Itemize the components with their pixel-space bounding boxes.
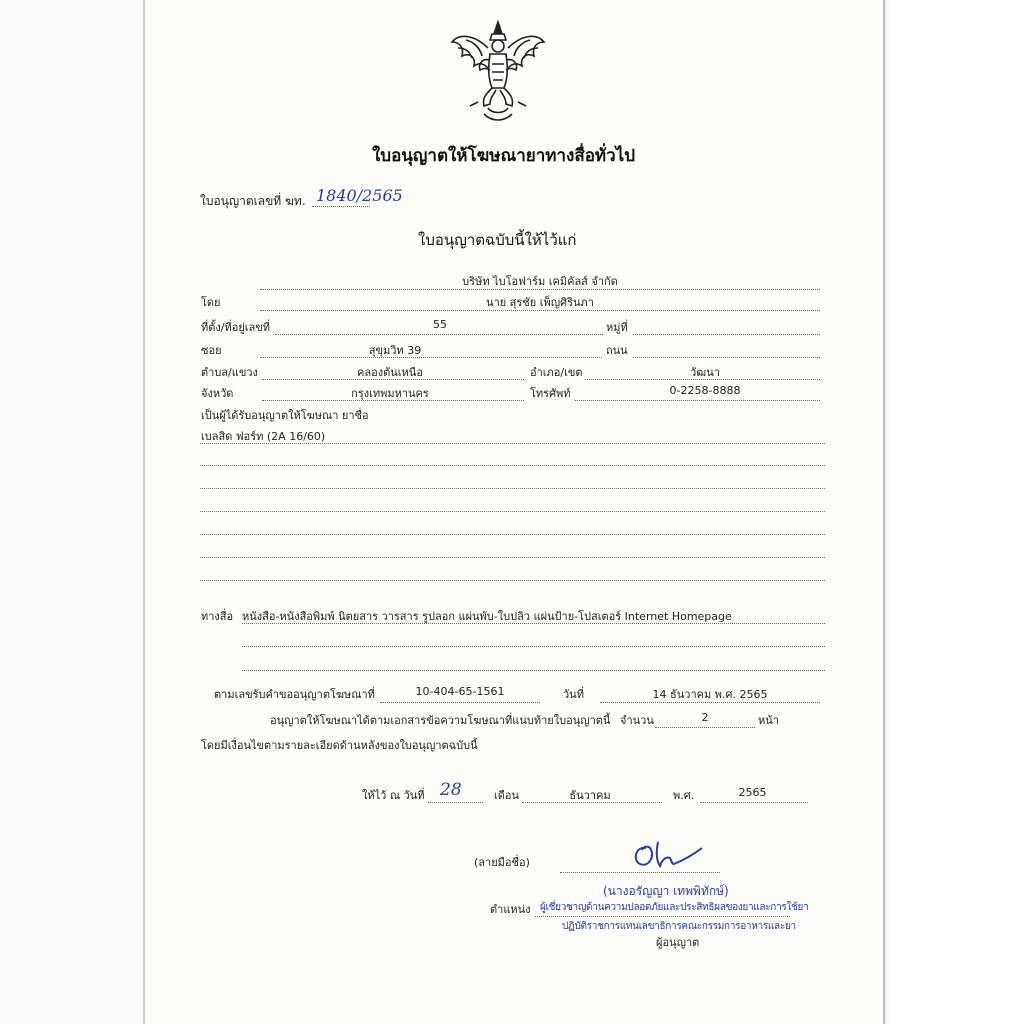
company-line [260, 289, 820, 290]
issued-month: ธันวาคม [569, 789, 611, 802]
subdistrict-value: คลองตันเหนือ [357, 366, 423, 379]
soi-line [260, 357, 602, 358]
permit-number-value: 1840/2565 [316, 186, 403, 205]
road-label: ถนน [606, 344, 628, 357]
drug-line-4 [200, 511, 825, 512]
position-line-2: ปฏิบัติราชการแทนเลขาธิการคณะกรรมการอาหารและยา [562, 921, 796, 932]
drug-line-3 [200, 488, 825, 489]
province-value: กรุงเทพมหานคร [351, 387, 429, 400]
position-line-rule [535, 916, 790, 917]
province-label: จังหวัด [201, 387, 234, 400]
licensor-label: ผู้อนุญาต [656, 936, 700, 949]
scan-background [0, 0, 143, 1024]
position-label: ตำแหน่ง [490, 903, 531, 916]
pages-line [655, 727, 755, 728]
province-line [262, 400, 524, 401]
drug-line-6 [200, 557, 825, 558]
permit-number-label: ใบอนุญาตเลขที่ ฆท. [200, 194, 306, 208]
approval-statement: อนุญาตให้โฆษณาได้ตามเอกสารข้อความโฆษณาที่แนบท้ายใบอนุญาตนี้ [270, 714, 611, 727]
position-line-1: ผู้เชี่ยวชาญด้านความปลอดภัยและประสิทธิผลของยาและการใช้ยา [540, 902, 809, 913]
media-line-2 [242, 646, 825, 647]
permit-number-line [312, 206, 370, 207]
signer-name: (นางอรัญญา เทพพิทักษ์) [603, 884, 729, 898]
phone-label: โทรศัพท์ [530, 387, 571, 400]
request-date-value: 14 ธันวาคม พ.ศ. 2565 [652, 688, 768, 701]
pages-label: จำนวน [620, 714, 654, 727]
issued-label: ให้ไว้ ณ วันที่ [362, 789, 425, 802]
district-line [585, 379, 820, 380]
year-label: พ.ศ. [673, 789, 695, 802]
garuda-emblem-icon [448, 18, 548, 122]
by-line [260, 310, 820, 311]
drug-line-1 [200, 443, 825, 444]
conditions-statement: โดยมีเงื่อนไขตามรายละเอียดด้านหลังของใบอนุญาตฉบับนี้ [201, 739, 478, 752]
granted-to-heading: ใบอนุญาตฉบับนี้ให้ไว้แก่ [418, 231, 577, 249]
request-no-line [380, 702, 540, 703]
pages-unit: หน้า [758, 714, 779, 727]
month-label: เดือน [494, 789, 520, 802]
district-label: อำเภอ/เขต [530, 366, 583, 379]
phone-value: 0-2258-8888 [669, 384, 741, 397]
request-date-label: วันที่ [563, 688, 584, 701]
by-label: โดย [201, 296, 221, 309]
subdistrict-line [262, 379, 524, 380]
company-name: บริษัท ไบโอฟาร์ม เคมิคัลส์ จำกัด [462, 275, 618, 288]
by-value: นาย สุรชัย เพ็ญศิรินภา [486, 296, 594, 309]
handwritten-signature-icon [628, 838, 708, 876]
issued-year-line [700, 802, 808, 803]
issued-day: 28 [440, 780, 462, 800]
issued-month-line [522, 802, 662, 803]
subdistrict-label: ตำบล/แขวง [201, 366, 258, 379]
moo-line [633, 334, 820, 335]
soi-value: สุขุมวิท 39 [368, 344, 422, 357]
request-no-value: 10-404-65-1561 [415, 685, 505, 698]
moo-label: หมู่ที่ [606, 321, 628, 334]
drug-line-2 [200, 465, 825, 466]
road-line [633, 357, 820, 358]
request-no-label: ตามเลขรับคำขออนุญาตโฆษณาที่ [214, 688, 375, 701]
media-line-3 [242, 670, 825, 671]
media-value: หนังสือ-หนังสือพิมพ์ นิตยสาร วารสาร รูปลอก แผ่นพับ-ใบปลิว แผ่นป้าย-โปสเตอร์ Internet Homepage [242, 610, 732, 623]
licensee-statement: เป็นผู้ได้รับอนุญาตให้โฆษณา ยาชื่อ [201, 409, 369, 422]
signature-line [560, 872, 720, 873]
page-title: ใบอนุญาตให้โฆษณายาทางสื่อทั่วไป [372, 146, 636, 166]
issued-day-line [428, 802, 483, 803]
drug-name: เบลสิด ฟอร์ท (2A 16/60) [201, 430, 326, 443]
pages-value: 2 [701, 711, 709, 724]
media-line-1 [242, 623, 825, 624]
issued-year: 2565 [738, 786, 767, 799]
drug-line-7 [200, 580, 825, 581]
drug-line-5 [200, 534, 825, 535]
media-label: ทางสื่อ [201, 610, 234, 623]
signature-label: (ลายมือชื่อ) [474, 856, 530, 869]
phone-line [575, 400, 820, 401]
address-no-value: 55 [433, 318, 447, 331]
soi-label: ซอย [201, 344, 222, 357]
request-date-line [600, 702, 820, 703]
address-no-label: ที่ตั้ง/ที่อยู่เลขที่ [201, 321, 271, 334]
address-no-line [275, 334, 603, 335]
district-value: วัฒนา [690, 366, 720, 379]
